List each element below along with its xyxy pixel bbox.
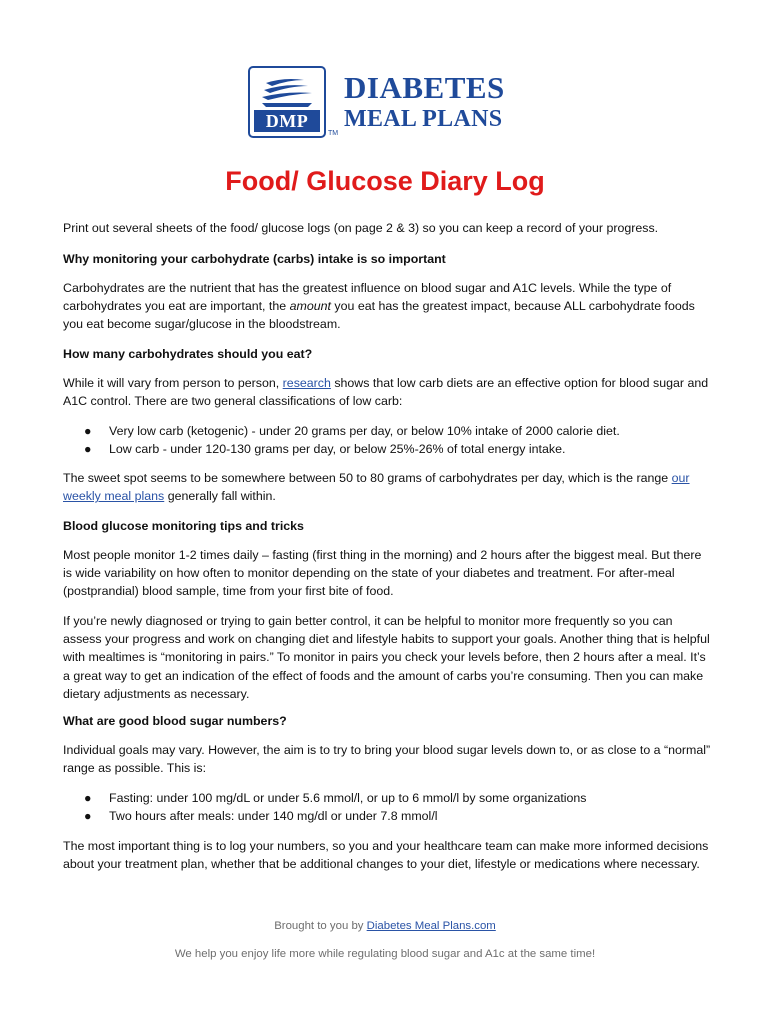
logo-wordmark-line1: DIABETES bbox=[344, 70, 505, 105]
logo-badge bbox=[248, 66, 326, 138]
trademark-mark: TM bbox=[328, 130, 339, 137]
list-item bbox=[84, 440, 704, 458]
bullet-icon: ● bbox=[84, 809, 92, 824]
intro-paragraph: Print out several sheets of the food/ glucose logs (on page 2 & 3) so you can keep a record of your progress. bbox=[63, 221, 659, 235]
research-link[interactable]: research bbox=[282, 376, 331, 390]
logo-badge-text: DMP bbox=[254, 110, 320, 132]
list-item-text: Two hours after meals: under 140 mg/dl or under 7.8 mmol/l bbox=[109, 809, 438, 824]
bullet-icon: ● bbox=[84, 791, 92, 805]
list-item bbox=[84, 422, 704, 440]
footer-tagline: We help you enjoy life more while regulating blood sugar and A1c at the same time! bbox=[174, 948, 596, 960]
list-item bbox=[84, 789, 704, 807]
sweet-spot-text-b: generally fall within. bbox=[164, 489, 276, 504]
low-carb-text-b: shows that low carb diets are an effective option for blood sugar and A1C control. There are two general classifications of low carb: bbox=[63, 376, 709, 409]
sweet-spot-paragraph bbox=[63, 469, 713, 505]
carb-paragraph bbox=[63, 279, 713, 334]
footer-credit-text: Brought to you by bbox=[274, 920, 367, 932]
log-numbers-paragraph: The most important thing is to log your numbers, so you and your healthcare team can make more informed decisions about your treatment plan, whether that be additional changes to your diet, lifestyle or medications where necessary. bbox=[63, 839, 709, 872]
dmp-logo bbox=[248, 66, 528, 142]
list-item-text: Very low carb (ketogenic) - under 20 grams per day, or below 10% intake of 2000 calorie diet. bbox=[109, 424, 620, 438]
list-item-text: Fasting: under 100 mg/dL or under 5.6 mmol/l, or up to 6 mmol/l by some organizations bbox=[109, 791, 587, 805]
target-ranges-list bbox=[84, 789, 704, 825]
logo-wordmark-line2: MEAL PLANS bbox=[344, 106, 503, 132]
plate-icon bbox=[258, 74, 316, 108]
list-item bbox=[84, 807, 704, 825]
low-carb-list bbox=[84, 422, 704, 458]
page-title: Food/ Glucose Diary Log bbox=[225, 166, 545, 196]
good-numbers-paragraph: Individual goals may vary. However, the aim is to try to bring your blood sugar levels down to, or as close to a “normal” range as possible. This is: bbox=[63, 743, 711, 776]
heading-carb-monitoring: Why monitoring your carbohydrate (carbs) intake is so important bbox=[63, 252, 446, 266]
bullet-icon: ● bbox=[84, 424, 92, 438]
heading-monitoring-tips: Blood glucose monitoring tips and tricks bbox=[63, 519, 304, 533]
heading-how-many-carbs: How many carbohydrates should you eat? bbox=[63, 347, 313, 361]
carb-text-a: Carbohydrates are the nutrient that has the greatest influence on blood sugar and A1C levels. While the type of carbohydrates you eat are important, the bbox=[63, 281, 672, 314]
monitoring-paragraph-2: If you’re newly diagnosed or trying to gain better control, it can be helpful to monitor more frequently so you can assess your progress and work on changing diet and lifestyle habits to support your goals. Another thing that is helpful with mealtimes is “monitoring in pairs.” To monitor in pairs you check your levels before, then 2 hours after a meal. It’s a great way to get an indication of the effect of foods and the amount of carbs you’re consuming. Then you can make dietary adjustments as necessary. bbox=[63, 614, 710, 701]
monitoring-paragraph-1: Most people monitor 1-2 times daily – fasting (first thing in the morning) and 2 hours after the biggest meal. But there is wide variability on how often to monitor depending on the state of your diabetes and treatment. For after-meal (postprandial) blood sample, time from your first bite of food. bbox=[63, 548, 702, 599]
weekly-meal-plans-link[interactable]: our weekly meal plans bbox=[63, 471, 690, 504]
footer-site-link[interactable]: Diabetes Meal Plans.com bbox=[366, 920, 496, 932]
sweet-spot-text-a: The sweet spot seems to be somewhere between 50 to 80 grams of carbohydrates per day, which is the range bbox=[63, 471, 672, 485]
bullet-icon: ● bbox=[84, 442, 92, 457]
low-carb-paragraph bbox=[63, 374, 713, 410]
list-item-text: Low carb - under 120-130 grams per day, or below 25%-26% of total energy intake. bbox=[109, 442, 566, 457]
heading-good-numbers: What are good blood sugar numbers? bbox=[63, 714, 287, 728]
low-carb-text-a: While it will vary from person to person, bbox=[63, 376, 283, 390]
carb-text-b: you eat has the greatest impact, because ALL carbohydrate foods you eat become sugar/glucose in the bloodstream. bbox=[63, 299, 695, 332]
carb-text-emphasis: amount bbox=[289, 299, 331, 314]
footer-credit bbox=[0, 920, 770, 932]
